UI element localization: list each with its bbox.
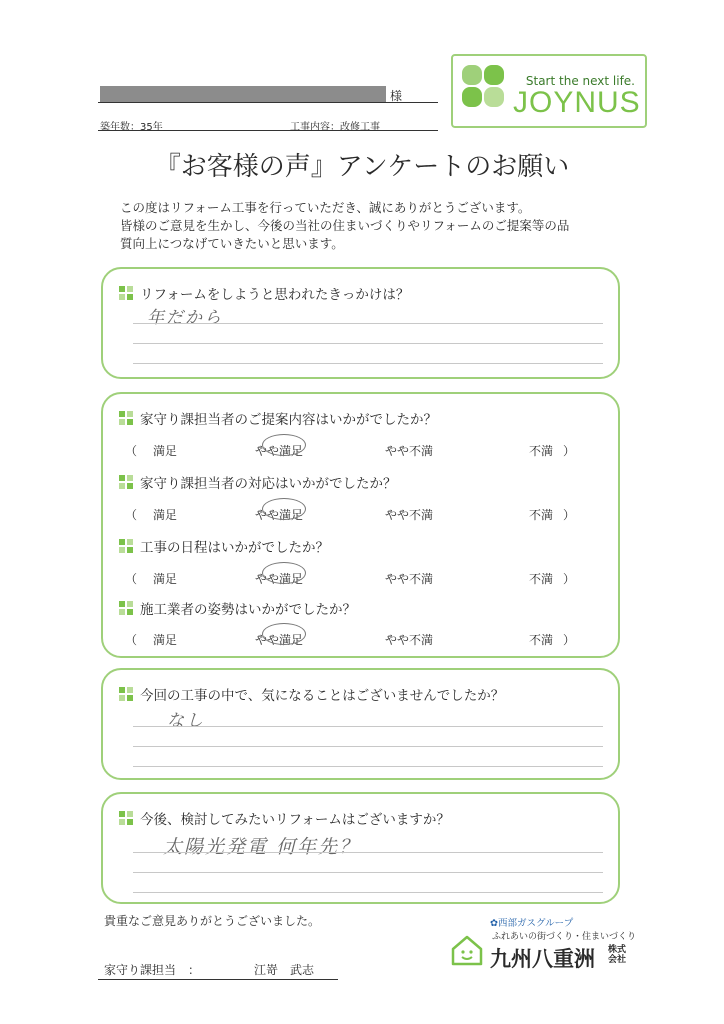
bullet-icon bbox=[119, 411, 134, 426]
question-label: リフォームをしようと思われたきっかけは？ bbox=[140, 287, 410, 303]
question-label: 家守り課担当者の対応はいかがでしたか？ bbox=[140, 476, 397, 492]
answer-future[interactable]: 太陽光発電 何年先？ bbox=[163, 836, 361, 858]
paren-open: （ bbox=[125, 633, 138, 647]
bullet-icon bbox=[119, 811, 134, 826]
rating-options-schedule bbox=[125, 570, 585, 590]
question-concerns bbox=[119, 684, 504, 704]
answer-line bbox=[133, 892, 603, 893]
question-label: 今後、検討してみたいリフォームはございますか？ bbox=[140, 812, 450, 828]
rating-question-response bbox=[119, 472, 397, 492]
thanks-text: 貴重なご意見ありがとうございました。 bbox=[104, 914, 321, 928]
intro-line: 皆様のご意見を生かし、今後の当社の住まいづくりやリフォームのご提案等の品 bbox=[120, 218, 570, 233]
option-somewhat-satisfied[interactable]: やや満足 bbox=[255, 444, 304, 458]
rating-question-contractor bbox=[119, 598, 356, 618]
paren-open: （ bbox=[125, 572, 138, 586]
work-type: 工事内容：改修工事 bbox=[290, 122, 380, 133]
intro-text bbox=[120, 199, 610, 253]
option-satisfied[interactable]: 満足 bbox=[153, 572, 178, 586]
option-somewhat-dissatisfied[interactable]: やや不満 bbox=[385, 508, 434, 522]
paren-close: ） bbox=[563, 508, 576, 522]
option-satisfied[interactable]: 満足 bbox=[153, 508, 178, 522]
option-satisfied[interactable]: 満足 bbox=[153, 444, 178, 458]
option-somewhat-dissatisfied[interactable]: やや不満 bbox=[385, 633, 434, 647]
staff-underline bbox=[98, 979, 338, 980]
house-icon bbox=[450, 933, 484, 967]
paren-close: ） bbox=[563, 572, 576, 586]
answer-line bbox=[133, 872, 603, 873]
option-somewhat-satisfied[interactable]: やや満足 bbox=[255, 572, 304, 586]
question-label: 工事の日程はいかがでしたか？ bbox=[140, 540, 329, 556]
paren-open: （ bbox=[125, 444, 138, 458]
question-box-future bbox=[101, 792, 620, 904]
answer-line bbox=[133, 746, 603, 747]
bullet-icon bbox=[119, 539, 134, 554]
paren-close: ） bbox=[563, 633, 576, 647]
rating-options-response bbox=[125, 506, 585, 526]
company-name: 九州八重洲 bbox=[490, 947, 595, 971]
selected-circle bbox=[262, 562, 306, 584]
meta-underline bbox=[98, 130, 438, 131]
question-label: 今回の工事の中で、気になることはございませんでしたか？ bbox=[140, 688, 505, 704]
answer-line bbox=[133, 323, 603, 324]
bullet-icon bbox=[119, 687, 134, 702]
answer-concerns[interactable]: なし bbox=[167, 711, 205, 731]
option-dissatisfied[interactable]: 不満 bbox=[529, 444, 554, 458]
building-age: 築年数：35年 bbox=[100, 122, 163, 133]
answer-line bbox=[133, 852, 603, 853]
option-dissatisfied[interactable]: 不満 bbox=[529, 572, 554, 586]
rating-options-contractor bbox=[125, 631, 585, 651]
intro-line: 質向上につなげていきたいと思います。 bbox=[120, 236, 344, 251]
rating-question-schedule bbox=[119, 536, 329, 556]
question-future bbox=[119, 808, 450, 828]
answer-motivation[interactable]: 年だから bbox=[147, 308, 223, 328]
option-dissatisfied[interactable]: 不満 bbox=[529, 633, 554, 647]
company-group: ✿西部ガスグループ bbox=[490, 918, 574, 929]
company-suffix: 株式会社 bbox=[608, 945, 627, 965]
clover-icon bbox=[461, 64, 505, 108]
logo-tagline: Start the next life. bbox=[525, 74, 635, 88]
option-dissatisfied[interactable]: 不満 bbox=[529, 508, 554, 522]
joynus-logo bbox=[451, 54, 647, 128]
rating-question-proposal bbox=[119, 408, 437, 428]
staff-name: 江嵜 武志 bbox=[254, 963, 315, 977]
question-label: 施工業者の姿勢はいかがでしたか？ bbox=[140, 602, 356, 618]
answer-line bbox=[133, 726, 603, 727]
answer-line bbox=[133, 343, 603, 344]
page-title: 『お客様の声』アンケートのお願い bbox=[154, 152, 570, 182]
question-box-motivation bbox=[101, 267, 620, 379]
company-logo bbox=[450, 915, 650, 975]
customer-name-underline bbox=[98, 102, 438, 103]
paren-close: ） bbox=[563, 444, 576, 458]
question-box-concerns bbox=[101, 668, 620, 780]
customer-honorific: 様 bbox=[390, 89, 403, 103]
option-somewhat-satisfied[interactable]: やや満足 bbox=[255, 508, 304, 522]
staff-label: 家守り課担当 ： bbox=[104, 963, 201, 977]
logo-brand: JOYNUS bbox=[513, 86, 641, 119]
bullet-icon bbox=[119, 286, 134, 301]
question-motivation bbox=[119, 283, 409, 303]
customer-name-redacted bbox=[100, 86, 386, 102]
bullet-icon bbox=[119, 475, 134, 490]
question-label: 家守り課担当者のご提案内容はいかがでしたか？ bbox=[140, 412, 437, 428]
selected-circle bbox=[262, 434, 306, 456]
selected-circle bbox=[262, 498, 306, 520]
bullet-icon bbox=[119, 601, 134, 616]
company-slogan: ふれあいの街づくり・住まいづくり bbox=[492, 932, 637, 942]
intro-line: この度はリフォーム工事を行っていただき、誠にありがとうございます。 bbox=[120, 200, 531, 215]
gas-group-icon: ✿ bbox=[490, 918, 498, 929]
answer-line bbox=[133, 363, 603, 364]
option-somewhat-satisfied[interactable]: やや満足 bbox=[255, 633, 304, 647]
answer-line bbox=[133, 766, 603, 767]
option-satisfied[interactable]: 満足 bbox=[153, 633, 178, 647]
option-somewhat-dissatisfied[interactable]: やや不満 bbox=[385, 444, 434, 458]
option-somewhat-dissatisfied[interactable]: やや不満 bbox=[385, 572, 434, 586]
ratings-box bbox=[101, 392, 620, 658]
selected-circle bbox=[262, 623, 306, 645]
rating-options-proposal bbox=[125, 442, 585, 462]
paren-open: （ bbox=[125, 508, 138, 522]
